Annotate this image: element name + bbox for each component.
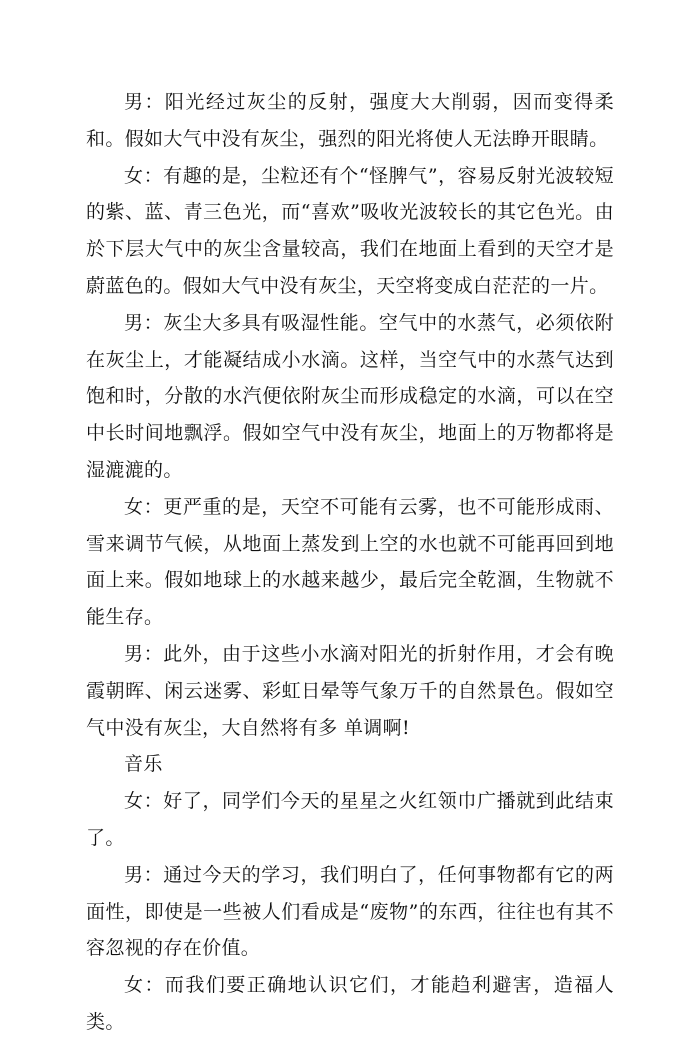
dialogue-paragraph-8: 女：而我们要正确地认识它们，才能趋利避害，造福人类。 — [86, 974, 614, 1033]
dialogue-paragraph-5: 男：此外，由于这些小水滴对阳光的折射作用，才会有晚霞朝晖、闲云迷雾、彩虹日晕等气象万千的自然景色。假如空气中没有灰尘，大自然将有多 单调啊! — [86, 642, 614, 739]
dialogue-paragraph-4: 女：更严重的是，天空不可能有云雾，也不可能形成雨、雪来调节气候，从地面上蒸发到上空的水也就不可能再回到地面上来。假如地球上的水越来越少，最后完全乾涸，生物就不能生存。 — [86, 495, 614, 629]
dialogue-paragraph-1: 男：阳光经过灰尘的反射，强度大大削弱，因而变得柔和。假如大气中没有灰尘，强烈的阳光将使人无法睁开眼睛。 — [86, 91, 614, 150]
dialogue-paragraph-7: 男：通过今天的学习，我们明白了，任何事物都有它的两面性，即使是一些被人们看成是“废物”的东西，往往也有其不容忽视的存在价值。 — [86, 863, 614, 960]
music-cue: 音乐 — [124, 753, 163, 776]
document-body — [86, 84, 614, 1041]
dialogue-paragraph-6: 女：好了，同学们今天的星星之火红领巾广播就到此结束了。 — [86, 790, 614, 849]
dialogue-paragraph-2: 女：有趣的是，尘粒还有个“怪脾气”，容易反射光波较短的紫、蓝、青三色光，而“喜欢”吸收光波较长的其它色光。由於下层大气中的灰尘含量较高，我们在地面上看到的天空才是蔚蓝色的。假如大气中没有灰尘，天空将变成白茫茫的一片。 — [86, 164, 614, 297]
dialogue-paragraph-3: 男：灰尘大多具有吸湿性能。空气中的水蒸气，必须依附在灰尘上，才能凝结成小水滴。这样，当空气中的水蒸气达到饱和时，分散的水汽便依附灰尘而形成稳定的水滴，可以在空中长时间地飘浮。假如空气中没有灰尘，地面上的万物都将是湿漉漉的。 — [86, 311, 614, 481]
